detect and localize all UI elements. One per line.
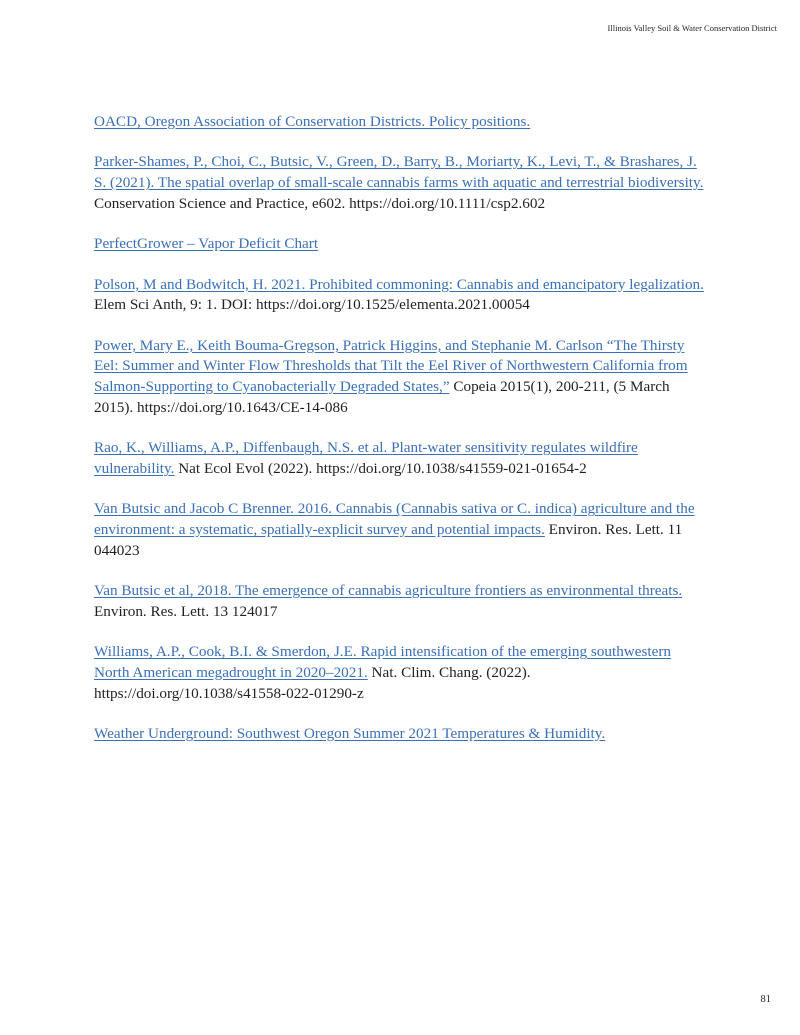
page-number: 81 — [760, 994, 771, 1005]
reference-item — [94, 581, 706, 622]
reference-citation: Copeia 2015(1), 200-211, (5 March 2015). https://doi.org/10.1643/CE-14-086 — [94, 378, 670, 416]
reference-link[interactable]: Weather Underground: Southwest Oregon Summer 2021 Temperatures & Humidity. — [94, 724, 606, 742]
reference-item — [94, 724, 706, 745]
reference-link[interactable]: Van Butsic and Jacob C Brenner. 2016. Cannabis (Cannabis sativa or C. indica) agriculture and the environment: a systematic, spatially-explicit survey and potential impacts. — [94, 500, 695, 538]
reference-item — [94, 438, 706, 479]
reference-link[interactable]: Williams, A.P., Cook, B.I. & Smerdon, J.E. Rapid intensification of the emerging southwestern North American megadrought in 2020–2021. — [94, 643, 672, 681]
reference-item — [94, 275, 706, 316]
reference-item — [94, 336, 706, 419]
reference-citation: Environ. Res. Lett. 13 124017 — [94, 602, 278, 620]
reference-citation: Elem Sci Anth, 9: 1. DOI: https://doi.org/10.1525/elementa.2021.00054 — [94, 296, 530, 314]
reference-citation: Environ. Res. Lett. 11 044023 — [94, 520, 683, 559]
reference-citation: Nat. Clim. Chang. (2022). https://doi.org/10.1038/s41558-022-01290-z — [94, 663, 531, 702]
reference-link[interactable]: Rao, K., Williams, A.P., Diffenbaugh, N.S. et al. Plant-water sensitivity regulates wildfire vulnerability. — [94, 439, 638, 477]
reference-item — [94, 152, 706, 214]
reference-link[interactable]: Power, Mary E., Keith Bouma-Gregson, Patrick Higgins, and Stephanie M. Carlson “The Thirsty Eel: Summer and Winter Flow Thresholds that Tilt the Eel River of Northwestern California from Salmon-Supporting to Cyanobacterially Degraded States,” — [94, 336, 688, 396]
reference-item — [94, 112, 706, 133]
reference-item — [94, 234, 706, 255]
reference-link[interactable]: Polson, M and Bodwitch, H. 2021. Prohibited commoning: Cannabis and emancipatory legalization. — [94, 275, 704, 293]
reference-item — [94, 499, 706, 561]
reference-citation: Conservation Science and Practice, e602. https://doi.org/10.1111/csp2.602 — [94, 194, 546, 212]
reference-link[interactable]: OACD, Oregon Association of Conservation Districts. Policy positions. — [94, 113, 531, 130]
reference-link[interactable]: Van Butsic et al, 2018. The emergence of cannabis agriculture frontiers as environmental threats. — [94, 582, 683, 600]
reference-item — [94, 642, 706, 704]
reference-list — [94, 112, 706, 764]
reference-citation: Nat Ecol Evol (2022). https://doi.org/10.1038/s41559-021-01654-2 — [174, 459, 587, 477]
reference-link[interactable]: PerfectGrower – Vapor Deficit Chart — [94, 235, 319, 253]
reference-link[interactable]: Parker-Shames, P., Choi, C., Butsic, V., Green, D., Barry, B., Moriarty, K., Levi, T., & Brashares, J. S. (2021). The spatial overlap of small-scale cannabis farms with aquatic and terrestrial biodiversity. — [94, 153, 704, 192]
running-header: Illinois Valley Soil & Water Conservation District — [607, 23, 777, 33]
